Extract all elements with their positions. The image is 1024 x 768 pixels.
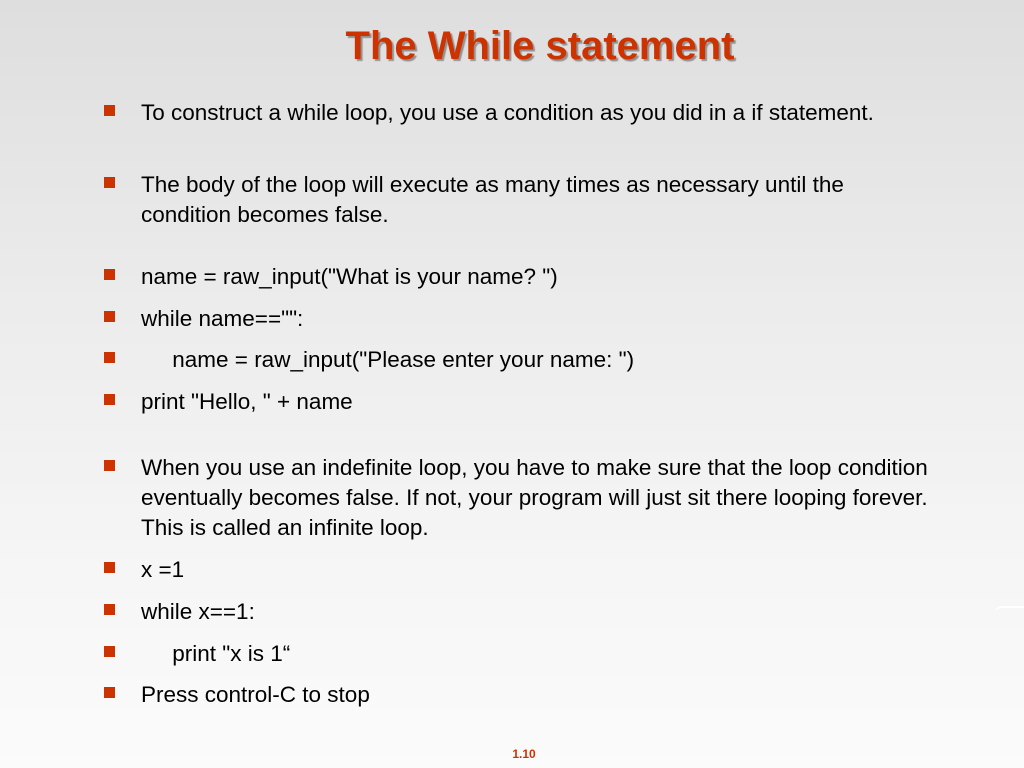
bullet-text: print "Hello, " + name [141,389,353,414]
square-bullet-icon [104,562,115,573]
square-bullet-icon [104,394,115,405]
bullet-text: x =1 [141,557,185,582]
bullet-text: while name=="": [141,306,304,331]
square-bullet-icon [104,687,115,698]
bullet-text: name = raw_input("What is your name? ") [141,264,558,289]
bullet-text: The body of the loop will execute as many times as necessary until the condition becomes false. [141,172,851,227]
slide-title: The While statement [345,24,735,68]
bullet-text: To construct a while loop, you use a condition as you did in a if statement. [141,100,874,125]
square-bullet-icon [104,460,115,471]
square-bullet-icon [104,352,115,363]
page-number: 1.10 [512,747,536,761]
square-bullet-icon [104,269,115,280]
square-bullet-icon [104,604,115,615]
decorative-swoosh [994,606,1024,614]
bullet-text: name = raw_input("Please enter your name: ") [141,347,635,372]
bullet-text: When you use an indefinite loop, you have to make sure that the loop condition eventually becomes false. If not, your program will just sit there looping forever. This is called an infinite loop. [141,455,935,540]
square-bullet-icon [104,177,115,188]
bullet-text: while x==1: [141,599,255,624]
square-bullet-icon [104,646,115,657]
bullet-text: print "x is 1“ [141,641,291,666]
square-bullet-icon [104,311,115,322]
square-bullet-icon [104,105,115,116]
bullet-text: Press control-C to stop [141,682,370,707]
